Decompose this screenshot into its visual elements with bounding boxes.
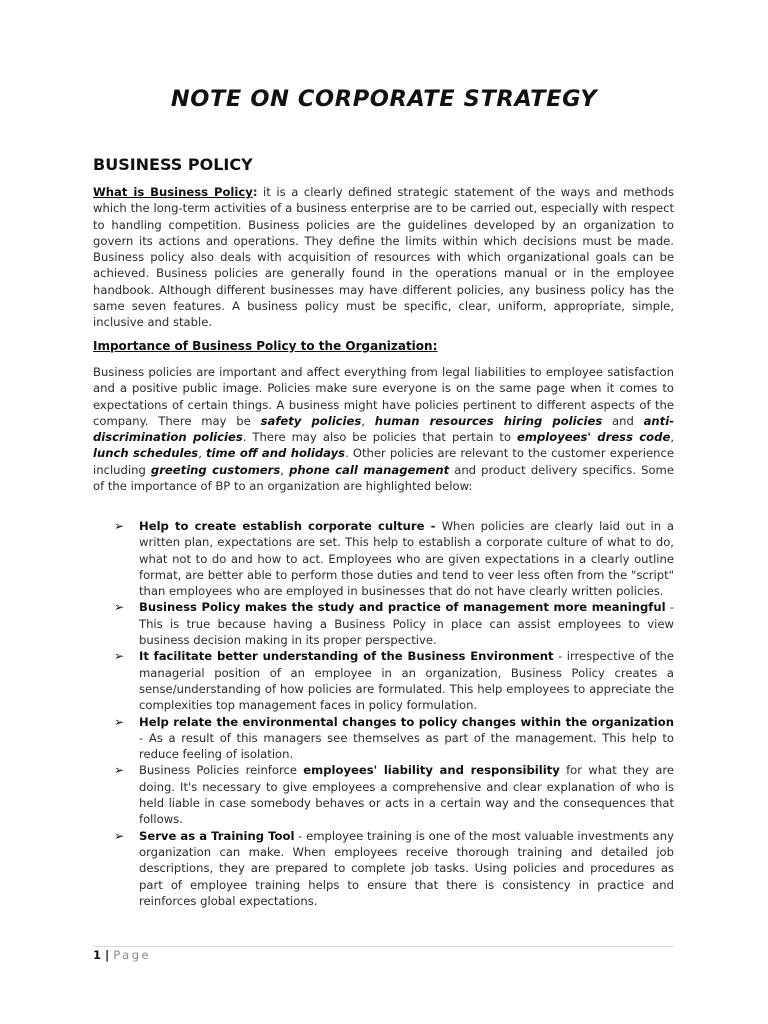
section-heading: BUSINESS POLICY [93, 155, 253, 174]
page-footer: 1 | Page [93, 948, 152, 962]
importance-heading: Importance of Business Policy to the Organization: [93, 339, 438, 353]
importance-bullet-list [114, 518, 674, 909]
arrow-bullet-icon: ➢ [114, 519, 125, 533]
document-title: NOTE ON CORPORATE STRATEGY [170, 86, 598, 112]
arrow-bullet-icon: ➢ [114, 649, 125, 664]
bullet-item: ➢ Business Policy makes the study and practice of management more meaningful - This is true because having a Business Policy in place can assist employees to view business decision making in its proper perspective. [114, 600, 674, 648]
bullet-item: ➢ Help relate the environmental changes to policy changes within the organization - As a result of this managers see themselves as part of the management. This help to reduce feeling of isolation. [114, 714, 674, 762]
what-is-lead: What is Business Policy [93, 185, 253, 199]
arrow-bullet-icon: ➢ [114, 828, 125, 843]
arrow-bullet-icon: ➢ [114, 763, 125, 778]
bullet-item: ➢ Business Policies reinforce employees' liability and responsibility for what they are doing. It's necessary to give employees a comprehensive and clear explanation of who is held liable in case somebody behaves or acts in a certain way and the consequences that follows. [114, 763, 674, 827]
bullet-item: ➢ It facilitate better understanding of the Business Environment - irrespective of the managerial position of an employee in an organization, Business Policy creates a sense/understanding of how policies are formulated. This help employees to appreciate the complexities top management faces in policy formulation. [114, 649, 674, 713]
importance-paragraph: Business policies are important and affect everything from legal liabilities to employee satisfaction and a positive public image. Policies make sure everyone is on the same page when it comes to expectations of certain things. A business might have policies pertinent to different aspects of the company. There may be safety policies, human resources hiring policies and anti-discrimination policies. There may also be policies that pertain to employees' dress code, lunch schedules, time off and holidays. Other policies are relevant to the customer experience including greeting customers, phone call management and product delivery specifics. Some of the importance of BP to an organization are highlighted below: [93, 365, 675, 494]
page-number: 1 [93, 948, 102, 962]
bullet-item: ➢ Serve as a Training Tool - employee training is one of the most valuable investments any organization can make. When employees receive thorough training and detailed job descriptions, they are prepared to complete job tasks. Using policies and procedures as part of employee training helps to ensure that there is consistency in practice and reinforces global expectations. [114, 828, 674, 908]
footer-divider [93, 946, 674, 947]
bullet-item: ➢ Help to create establish corporate culture - When policies are clearly laid out in a written plan, expectations are set. This help to establish a corporate culture of what to do, what not to do and how to act. Employees who are given expectations in a clearly outline format, are better able to perform those duties and tend to veer less often from the "script" than employees who are employed in businesses that do not have clearly written policies. [114, 519, 674, 599]
what-is-text: it is a clearly defined strategic statement of the ways and methods which the long-term activities of a business enterprise are to be carried out, especially with respect to handling competition. Business policies are the guidelines developed by an organization to govern its actions and operations. They define the limits within which decisions must be made. Business policy also deals with acquisition of resources with which organizational goals can be achieved. Business policies are generally found in the operations manual or in the employee handbook. Although different businesses may have different policies, any business policy has the same seven features. A business policy must be specific, clear, uniform, appropriate, simple, inclusive and stable. [93, 185, 674, 330]
what-is-paragraph: What is Business Policy: it is a clearly defined strategic statement of the ways and methods which the long-term activities of a business enterprise are to be carried out, especially with respect to handling competition. Business policies are the guidelines developed by an organization to govern its actions and operations. They define the limits within which decisions must be made. Business policy also deals with acquisition of resources with which organizational goals can be achieved. Business policies are generally found in the operations manual or in the employee handbook. Although different businesses may have different policies, any business policy has the same seven features. A business policy must be specific, clear, uniform, appropriate, simple, inclusive and stable. [93, 185, 674, 330]
arrow-bullet-icon: ➢ [114, 714, 125, 729]
page-label: Page [113, 948, 152, 962]
arrow-bullet-icon: ➢ [114, 600, 125, 615]
